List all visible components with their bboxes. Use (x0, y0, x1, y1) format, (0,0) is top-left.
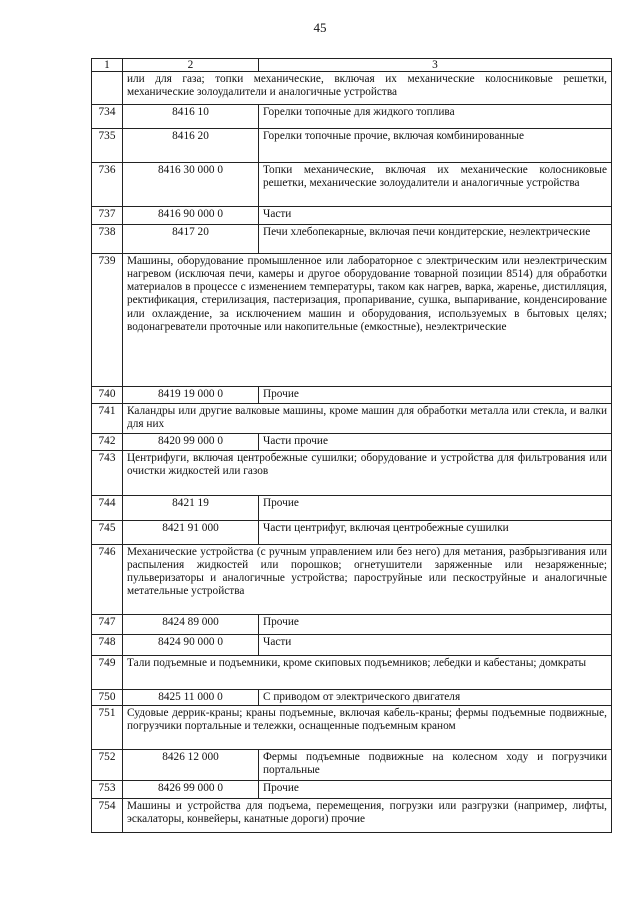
table-row (92, 689, 612, 705)
table-row (92, 749, 612, 780)
table-row (92, 780, 612, 798)
row-description: Прочие (259, 495, 612, 520)
row-code: 8424 90 000 0 (123, 634, 259, 655)
row-number: 745 (92, 520, 123, 544)
row-code: 8416 10 (123, 104, 259, 128)
table-row (92, 614, 612, 634)
row-number: 752 (92, 749, 123, 780)
table-row (92, 705, 612, 749)
table-row (92, 224, 612, 253)
row-number: 736 (92, 162, 123, 206)
row-number: 754 (92, 798, 123, 832)
header-col-3: 3 (259, 59, 612, 72)
table-row (92, 495, 612, 520)
row-number: 737 (92, 206, 123, 224)
table-row (92, 544, 612, 614)
table-row (92, 386, 612, 403)
row-description: Печи хлебопекарные, включая печи кондитерские, неэлектрические (259, 224, 612, 253)
row-description: Горелки топочные прочие, включая комбинированные (259, 128, 612, 162)
row-code: 8421 19 (123, 495, 259, 520)
row-description: Центрифуги, включая центробежные сушилки; оборудование и устройства для фильтрования или очистки жидкостей или газов (123, 450, 612, 495)
row-number: 746 (92, 544, 123, 614)
row-description: Прочие (259, 780, 612, 798)
row-number: 750 (92, 689, 123, 705)
header-col-1: 1 (92, 59, 123, 72)
row-number: 751 (92, 705, 123, 749)
row-code: 8416 90 000 0 (123, 206, 259, 224)
table-row (92, 206, 612, 224)
row-number: 740 (92, 386, 123, 403)
row-number: 734 (92, 104, 123, 128)
table-row (92, 798, 612, 832)
row-number: 747 (92, 614, 123, 634)
row-code: 8426 99 000 0 (123, 780, 259, 798)
header-col-2: 2 (123, 59, 259, 72)
row-number: 735 (92, 128, 123, 162)
row-description: Машины, оборудование промышленное или лабораторное с электрическим или неэлектрическим нагревом (исключая печи, камеры и другое оборудование товарной позиции 8514) для обработки материалов в процессе с изменением температуры, таком как нагрев, варка, жаренье, дистилляция, ректификация, стерилизация, пастеризация, пропаривание, сушка, выпаривание, конденсирование или охлаждение, за исключением машин и оборудования, используемых в бытовых целях; водонагреватели проточные или накопительные (емкостные), неэлектрические (123, 253, 612, 386)
row-number: 744 (92, 495, 123, 520)
row-description: Части (259, 206, 612, 224)
row-description: Механические устройства (с ручным управлением или без него) для метания, разбрызгивания или распыления жидкостей или порошков; огнетушители заряженные или незаряженные; пульверизаторы и аналогичные устройства; пароструйные или пескоструйные и аналогичные метательные устройства (123, 544, 612, 614)
row-number: 743 (92, 450, 123, 495)
table-row (92, 253, 612, 386)
table-row (92, 403, 612, 433)
row-code: 8424 89 000 (123, 614, 259, 634)
row-code: 8426 12 000 (123, 749, 259, 780)
row-description: Части (259, 634, 612, 655)
row-description: Части прочие (259, 433, 612, 450)
row-description: Тали подъемные и подъемники, кроме скиповых подъемников; лебедки и кабестаны; домкраты (123, 655, 612, 689)
row-code: 8416 30 000 0 (123, 162, 259, 206)
row-description: С приводом от электрического двигателя (259, 689, 612, 705)
row-description: Прочие (259, 386, 612, 403)
row-number: 738 (92, 224, 123, 253)
row-description: Прочие (259, 614, 612, 634)
row-number: 753 (92, 780, 123, 798)
table-row (92, 450, 612, 495)
continuation-text: или для газа; топки механические, включая их механические колосниковые решетки, механические золоудалители и аналогичные устройства (123, 72, 612, 105)
row-number: 742 (92, 433, 123, 450)
header-row (92, 59, 612, 72)
row-description: Части центрифуг, включая центробежные сушилки (259, 520, 612, 544)
table-row (92, 655, 612, 689)
row-description: Топки механические, включая их механические колосниковые решетки, механические золоудалители и аналогичные устройства (259, 162, 612, 206)
table-row (92, 634, 612, 655)
row-number: 739 (92, 253, 123, 386)
table-row (92, 104, 612, 128)
row-code: 8425 11 000 0 (123, 689, 259, 705)
row-number: 749 (92, 655, 123, 689)
row-description: Судовые деррик-краны; краны подъемные, включая кабель-краны; фермы подъемные подвижные, погрузчики портальные и тележки, оснащенные подъемным краном (123, 705, 612, 749)
table-row (92, 162, 612, 206)
row-number: 748 (92, 634, 123, 655)
codes-table (91, 58, 612, 833)
row-description: Каландры или другие валковые машины, кроме машин для обработки металла или стекла, и валки для них (123, 403, 612, 433)
continuation-row (92, 72, 612, 105)
table-row (92, 128, 612, 162)
row-description: Машины и устройства для подъема, перемещения, погрузки или разгрузки (например, лифты, эскалаторы, конвейеры, канатные дороги) прочие (123, 798, 612, 832)
row-code: 8419 19 000 0 (123, 386, 259, 403)
row-description: Горелки топочные для жидкого топлива (259, 104, 612, 128)
row-code: 8416 20 (123, 128, 259, 162)
row-number: 741 (92, 403, 123, 433)
table-row (92, 433, 612, 450)
page-number: 45 (313, 20, 327, 35)
table-row (92, 520, 612, 544)
row-code: 8421 91 000 (123, 520, 259, 544)
row-description: Фермы подъемные подвижные на колесном ходу и погрузчики портальные (259, 749, 612, 780)
row-code: 8417 20 (123, 224, 259, 253)
row-code: 8420 99 000 0 (123, 433, 259, 450)
